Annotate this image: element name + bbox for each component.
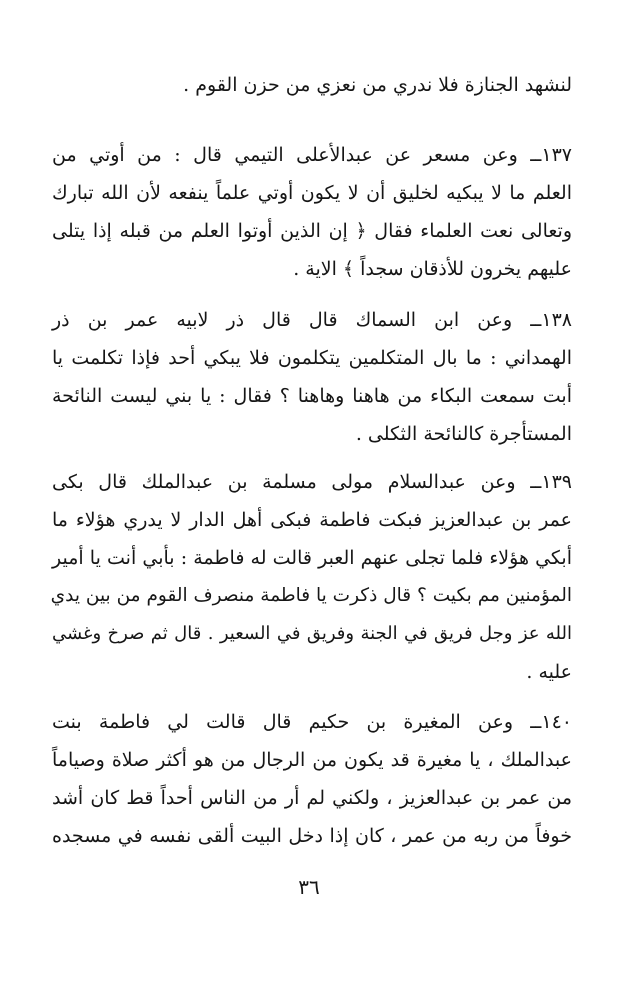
page-number: ٣٦ [298, 875, 320, 899]
paragraph-137 [52, 136, 572, 288]
text-line: العلم ما لا يبكيه لخليق أن لا يكون أوتي علماً ينفعه لأن الله تبارك [52, 182, 572, 204]
text-line: الله عز وجل فريق في الجنة وفريق في السعير . قال ثم صرخ وغشي [52, 623, 572, 644]
paragraph-140 [52, 703, 572, 855]
text-line: لنشهد الجنازة فلا ندري من نعزي من حزن القوم . [183, 74, 572, 96]
text-line: ١٣٨ــ وعن ابن السماك قال قال ذر لابيه عمر بن ذر [52, 309, 572, 331]
text-line: وتعالى نعت العلماء فقال ﴿ إن الذين أوتوا العلم من قبله إذا يتلى [52, 220, 572, 242]
text-line: عليهم يخرون للأذقان سجداً ﴾ الاية . [293, 258, 572, 280]
text-line: أبكي هؤلاء فلما تجلى عنهم العبر قالت له فاطمة : بأبي أنت يا أمير [52, 547, 572, 569]
text-line: ١٤٠ــ وعن المغيرة بن حكيم قال قالت لي فاطمة بنت [52, 711, 572, 733]
text-line: المؤمنين مم بكيت ؟ قال ذكرت يا فاطمة منصرف القوم من بين يدي [50, 585, 572, 606]
text-line: عمر بن عبدالعزيز فبكت فاطمة فبكى أهل الدار لا يدري هؤلاء ما [52, 509, 572, 531]
text-line: المستأجرة كالنائحة الثكلى . [355, 423, 572, 445]
text-line: الهمداني : ما بال المتكلمين يتكلمون فلا يبكي أحد فإذا تكلمت يا [52, 347, 572, 369]
text-line: ١٣٧ــ وعن مسعر عن عبدالأعلى التيمي قال : من أوتي من [52, 144, 572, 166]
text-line: ١٣٩ــ وعن عبدالسلام مولى مسلمة بن عبدالملك قال بكى [52, 471, 572, 493]
text-line: عبدالملك ، يا مغيرة قد يكون من الرجال من هو أكثر صلاة وصياماً [52, 749, 572, 771]
paragraph-continuation [52, 66, 572, 104]
paragraph-139 [52, 463, 572, 691]
text-line: من عمر بن عبدالعزيز ، ولكني لم أر من الناس أحداً قط كان أشد [52, 787, 572, 809]
text-line: خوفاً من ربه من عمر ، كان إذا دخل البيت ألقى نفسه في مسجده [52, 825, 572, 847]
text-line: أبت سمعت البكاء من هاهنا وهاهنا ؟ فقال : يا بني ليست النائحة [52, 385, 572, 407]
text-line: عليه . [526, 661, 572, 683]
paragraph-138 [52, 301, 572, 453]
